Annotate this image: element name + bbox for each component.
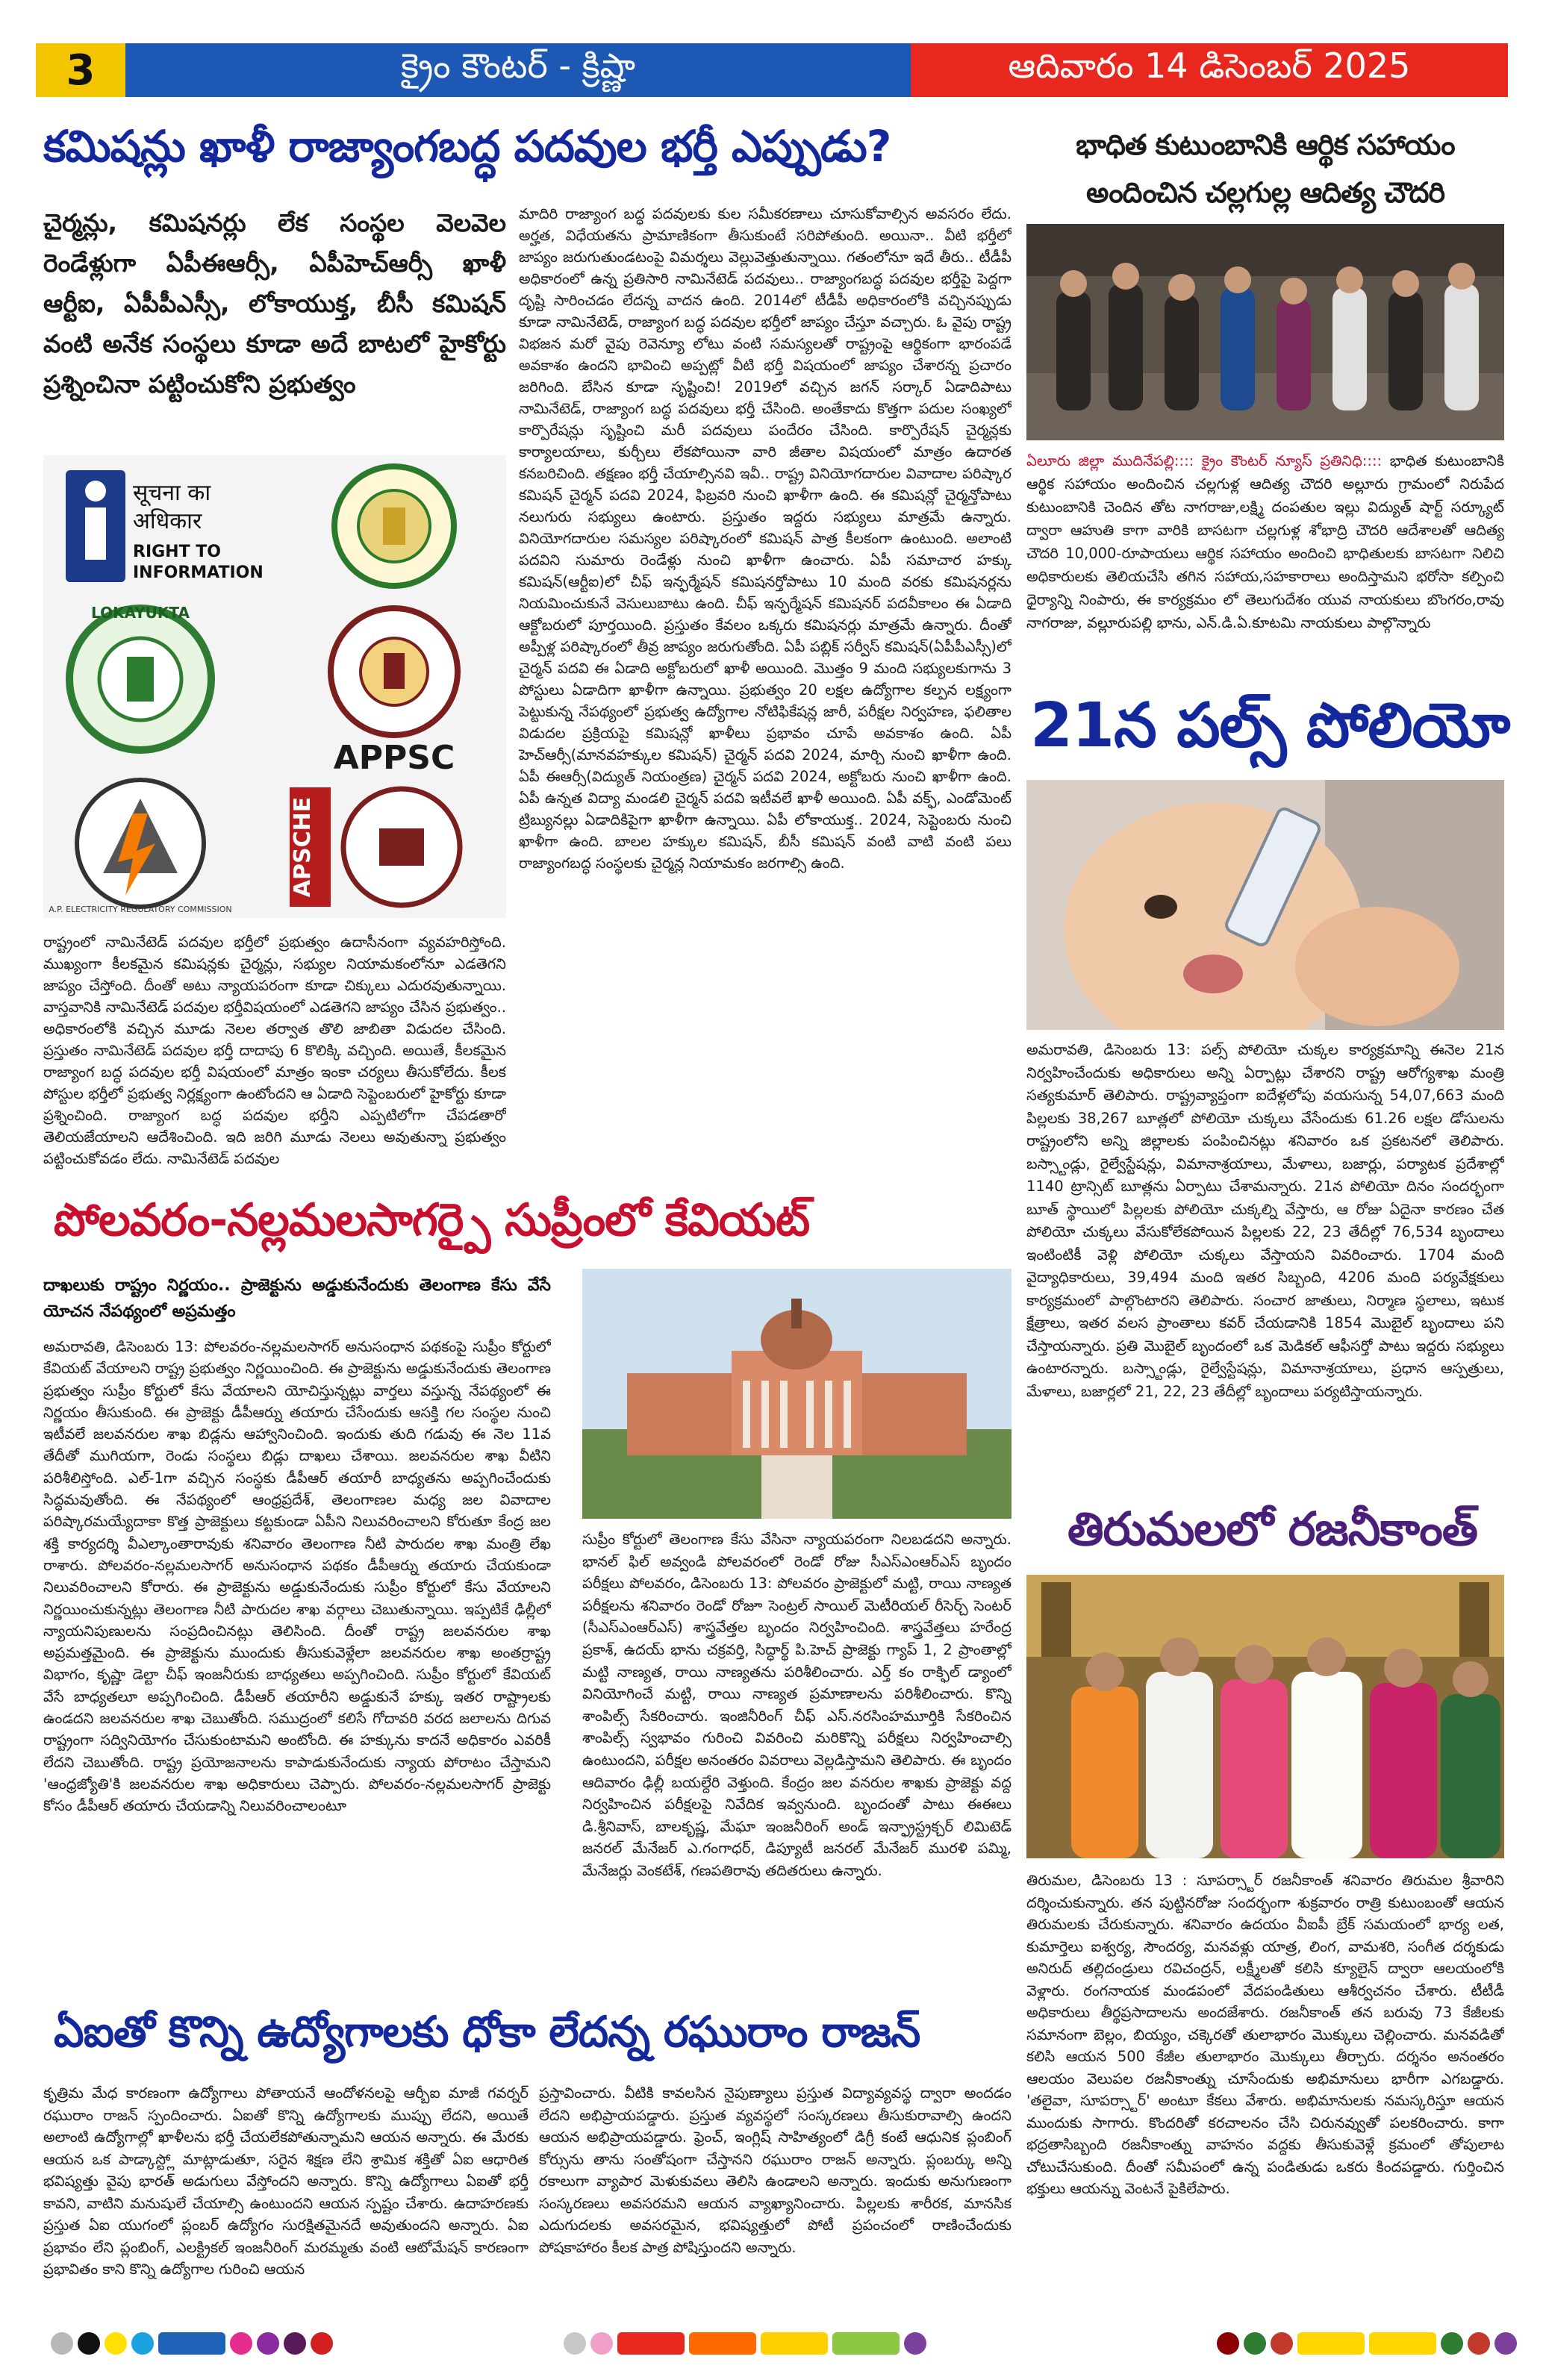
- headline-rajinikanth: తిరుమలలో రజనీకాంత్: [1067, 1502, 1477, 1556]
- body-polavaram-left: అమరావతి, డిసెంబరు 13: పోలవరం-నల్లమలసాగర్ అనుసంధాన పథకంపై సుప్రీం కోర్టులో కేవియట్ వేయాలని రాష్ట్ర ప్రభుత్వం నిర్ణయించింది. ఈ ప్రాజెక్టును అడ్డుకునేందుకు తెలంగాణ ప్రభుత్వం సుప్రీం కోర్టులో కేసు వేయాలని యోచిస్తున్నట్లు వార్తలు వస్తున్న నేపథ్యంలో ఈ నిర్ణయం తీసుకుంది. ఈ ప్రాజెక్టు డీపీఆర్ను తయారు చేసేందుకు ఆసక్తి గల సంస్థల నుంచి ఇటీవలే జలవనరుల శాఖ బిడ్లను ఆహ్వానించింది. ఇందుకు తుది గడువు ఈ నెల 11వ తేదీతో ముగియగా, రెండు సంస్థలు బిడ్లు దాఖలు చేశాయి. జలవనరుల శాఖ వీటిని పరిశీలిస్తోంది. ఎల్-1గా వచ్చిన సంస్థకు డీపీఆర్ తయారీ బాధ్యతను అప్పగించేందుకు సిద్ధమవుతోంది. ఈ నేపథ్యంలో ఆంధ్రప్రదేశ్, తెలంగాణల మధ్య జల వివాదాల పరిష్కారమయ్యేదాకా కొత్త ప్రాజెక్టులు కట్టకుండా ఏపీని నిలువరించాలని కోరుతూ కేంద్ర జల శక్తి కార్యదర్శి వీఎల్కాంతారావుకు శనివారం తెలంగాణ నీటి పారుదల శాఖ మంత్రి లేఖ రాశారు. పోలవరం-నల్లమలసాగర్ అనుసంధాన పథకం డీపీఆర్ను తయారు చేయకుండా నిలువరించాలని కోరారు. ఈ ప్రాజెక్టును అడ్డుకునేందుకు సుప్రీం కోర్టులో కేసు వేయాలని నిర్ణయించుకున్నట్లు తెలంగాణ నీటి పారుదల శాఖ వర్గాలు చెబుతున్నాయి. ఇప్పటికే ఢిల్లీలో న్యాయనిపుణులను సంప్రదించినట్లు తెలిసింది. దీంతో రాష్ట్ర జలవనరుల శాఖ అప్రమత్తమైంది. ఈ ప్రాజెక్టును ముందుకు తీసుకువెళ్లేలా జలవనరుల శాఖ అంతర్రాష్ట్ర విభాగం, కృష్ణా డెల్టా చీఫ్ ఇంజనీరుకు బాధ్యతలు అప్పగించింది. సుప్రీం కోర్టులో కేవియట్ వేసే బాధ్యతలూ అప్పగించింది. డీపీఆర్ తయారీని అడ్డుకునే హక్కు ఇతర రాష్ట్రాలకు ఉండదని జలవనరుల శాఖ చెబుతోంది. సముద్రంలో కలిసే గోదావరి వరద జలాలను దిగువ రాష్ట్రంగా సద్వినియోగం చేసుకుంటామని అంటోంది. ఈ హక్కును కాదనే అధికారం ఎవరికీ లేదని చెబుతోంది. రాష్ట్ర ప్రయోజనాలను కాపాడుకునేందుకు న్యాయ పోరాటం చేస్తామని 'ఆంధ్రజ్యోతి'కి జలవనరుల శాఖ అధికారులు చెప్పారు. పోలవరం-నల్లమలసాగర్ ప్రాజెక్టు కోసం డీపీఆర్ తయారు చేయడాన్ని నిలువరించాలంటూ: [43, 1338, 551, 1815]
- headline-polavaram: పోలవరం-నల్లమలసాగర్పై సుప్రీంలో కేవియట్: [54, 1194, 810, 1246]
- color-swatch: [78, 2332, 100, 2355]
- footer-colors-right: [1217, 2332, 1521, 2355]
- color-swatch: [1217, 2332, 1239, 2355]
- color-swatch: [590, 2332, 613, 2355]
- appsc-label: APPSC: [333, 739, 455, 777]
- body-commissions-left: రాష్ట్రంలో నామినేటెడ్ పదవుల భర్తీలో ప్రభుత్వం ఉదాసీనంగా వ్యవహరిస్తోంది. ముఖ్యంగా కీలకమైన కమిషన్లకు చైర్మన్లు, సభ్యుల నియామకంలోనూ ఎడతెగని జాప్యం చేస్తోంది. దీంతో అటు న్యాయపరంగా కూడా చిక్కులు ఎదురవుతున్నాయి. వాస్తవానికి నామినేటెడ్ పదవుల భర్తీవిషయంలో ఎడతెగని జాప్యం చేసిన ప్రభుత్వం.. అధికారంలోకి వచ్చిన మూడు నెలల తర్వాత తొలి జాబితా విడుదల చేసింది. ప్రస్తుతం నామినేటెడ్ పదవుల భర్తీ దాదాపు 6 కొలిక్కి వచ్చింది. అయితే, కీలకమైన రాజ్యాంగ బద్ధ పదవుల భర్తీ విషయంలో మాత్రం ఇంకా చర్యలు తీసుకోలేదు. కీలక పోస్టుల భర్తీలో ప్రభుత్వ నిర్లక్ష్యంగా ఉంటోందని ఆ ఏడాది సెప్టెంబరులో హైకోర్టు కూడా ప్రశ్నించింది. రాజ్యాంగ బద్ధ పదవుల భర్తీని ఎప్పటిలోగా చేపడతారో తెలియజేయాలని ఆదేశించింది. ఇది జరిగి మూడు నెలలు అవుతున్నా ప్రభుత్వం పట్టించుకోవడం లేదు. నామినేటెడ్ పదవుల: [43, 934, 506, 1167]
- color-swatch: [284, 2332, 306, 2355]
- issue-date: ఆదివారం 14 డిసెంబర్ 2025: [911, 43, 1508, 97]
- body-rajan-right: ప్రస్తావించారు. వీటికి కావలసిన నైపుణ్యాలు ప్రస్తుత విద్యావ్యవస్థ ద్వారా అందడం లేదని అభిప్రాయపడ్డారు. ప్రస్తుత వ్యవస్థలో సంస్కరణలు తీసుకురావాల్సి ఉందని ఆయన అభిప్రాయపడ్డారు. ఫ్రెంచ్, ఇంగ్లిష్ సాహిత్యంలో డిగ్రీ కంటే ఆధునిక ప్లంబింగ్ కోర్సును తాను సంతోషంగా చేస్తానని రఘురాం రాజన్ అన్నారు. ప్లంబర్కు అన్ని రకాలుగా వ్యాపార మెళుకువలు తెలిసి ఉండాలని అన్నారు. ఇందుకు అనుగుణంగా సంస్కరణలు అవసరమని ఆయన వ్యాఖ్యానించారు. పిల్లలకు శారీరక, మానసిక ఎదుగుదలకు అవసరమైన, భవిష్యత్తులో పోటీ ప్రపంచంలో రాణించేందుకు పోషకాహారం కీలక పాత్ర పోషిస్తుందని అన్నారు.: [539, 2084, 1011, 2256]
- rajinikanth-photo: [1026, 1575, 1504, 1858]
- headline-rajan: ఏఐతో కొన్ని ఉద్యోగాలకు ధోకా లేదన్న రఘురాం రాజన్: [54, 2008, 920, 2057]
- color-swatch: [1297, 2332, 1365, 2355]
- body-polio: అమరావతి, డిసెంబరు 13: పల్స్ పోలియో చుక్కల కార్యక్రమాన్ని ఈనెల 21న నిర్వహించేందుకు అధికారులు అన్ని ఏర్పాట్లు చేశారని రాష్ట్ర ఆరోగ్యశాఖ మంత్రి సత్యకుమార్ తెలిపారు. రాష్ట్రవ్యాప్తంగా ఐదేళ్లలోపు వయసున్న 54,07,663 మంది పిల్లలకు 38,267 బూత్లలో పోలియో చుక్కలు వేసేందుకు 61.26 లక్షల డోసులను రాష్ట్రంలోని అన్ని జిల్లాలకు పంపించినట్లు శనివారం ఒక ప్రకటనలో తెలిపారు. బస్స్టాండ్లు, రైల్వేస్టేషన్లు, విమానాశ్రయాలు, మేళాలు, బజార్లు, పర్యాటక ప్రదేశాల్లో 1140 ట్రాన్సిట్ బూత్లను ఏర్పాటు చేశామన్నారు. 21న పోలియో దినం సందర్భంగా బూత్ స్థాయిలో పిల్లలకు పోలియో చుక్కల్ని వేస్తారు, ఆ రోజు ఏదైనా కారణం చేత పోలియో చుక్కలు వేసుకోలేకపోయిన పిల్లలకు 22, 23 తేదీల్లో 76,534 బృందాలు ఇంటింటికీ వెళ్లి పోలియో చుక్కలు వేస్తాయని వివరించారు. 1704 మంది వైద్యాధికారులు, 39,494 మంది ఇతర సిబ్బంది, 4206 మంది పర్యవేక్షకులు కార్యక్రమంలో పాల్గొంటారని తెలిపారు. సంచార జాతులు, నిర్మాణ స్థలాలు, ఇటుక క్షేత్రాలు, ఇతర వలస ప్రాంతాలు కవర్ చేయడానికి 1854 మొబైల్ బృందాలు పని చేస్తాయన్నారు. ప్రతి మొబైల్ బృందంలో ఒక మెడికల్ ఆఫీసర్తో పాటు ఇద్దరు సభ్యులు ఉంటారన్నారు. బస్స్టాండ్లు, రైల్వేస్టేషన్లు, విమానాశ్రయాలు, ప్రధాన ఆస్పత్రులు, మేళాలు, బజార్లలో 21, 22, 23 తేదీల్లో బృందాలు పర్యటిస్తాయన్నారు.: [1026, 1041, 1504, 1400]
- color-swatch: [761, 2332, 828, 2355]
- color-swatch: [1244, 2332, 1266, 2355]
- assistance-photo: [1026, 224, 1504, 440]
- color-swatch: [230, 2332, 252, 2355]
- footer-colors-left: [51, 2332, 337, 2355]
- headline-polio: 21న పల్స్ పోలియో: [1030, 690, 1510, 761]
- polio-photo: [1026, 780, 1504, 1030]
- color-swatch: [1369, 2332, 1436, 2355]
- headline-assistance: భాధిత కుటుంబానికి ఆర్థిక సహాయం అందించిన చల్లగుల్ల ఆదిత్య చౌదరి: [1076, 128, 1455, 209]
- supreme-court-photo: [582, 1269, 1011, 1519]
- color-swatch: [51, 2332, 73, 2355]
- body-commissions-mid: మాదిరి రాజ్యాంగ బద్ధ పదవులకు కుల సమీకరణాలు చూసుకోవాల్సిన అవసరం లేదు. అర్హత, విధేయతను ప్రామాణికంగా తీసుకుంటే సరిపోతుంది. అయినా.. వీటి భర్తీలో జాప్యం జరుగుతుండటంపై విమర్శలు వెల్లువెత్తుతున్నాయి. గతంలోనూ ఇదే తీరు.. టీడీపీ అధికారంలో ఉన్న ప్రతిసారి నామినేటెడ్ పదవులు.. రాజ్యాంగబద్ధ పదవుల భర్తీపై పెద్దగా దృష్టి సారించడం లేదన్న వాదన ఉంది. 2014లో టీడీపీ అధికారంలోకి వచ్చినప్పుడు కూడా నామినేటెడ్, రాజ్యాంగ బద్ధ పదవుల భర్తీలో జాప్యం చేస్తూ వచ్చారు. ఓ వైపు రాష్ట్ర విభజన మరో వైపు రెవెన్యూ లోటు వంటి సమస్యలతో రాష్ట్రంపై ఆర్థికంగా భారంపడే అవకాశం ఉందని భావించి అప్పట్లో వీటి భర్తీ విషయంలో జాప్యం చేశారన్న ప్రచారం జరిగింది. బేసిన కూడా సృష్టించి! 2019లో వచ్చిన జగన్ సర్కార్ ఏడాదిపాటు నామినేటెడ్, రాజ్యాంగ బద్ధ పదవులు భర్తీ చేసింది. అంతేకాదు కొత్తగా పదుల సంఖ్యలో కార్పొరేషన్లు సృష్టించి మరీ పదవులు పందేరం చేసింది. కార్పొరేషన్ చైర్మన్లకు కార్యాలయాలు, కుర్చీలు లేకపోయినా వారి జీతాల విషయంలో మాత్రం ఉదారత కనబరిచింది. తక్షణం భర్తీ చేయాల్సినవి ఇవీ.. రాష్ట్ర వినియోగదారుల వివాదాల పరిష్కార కమిషన్ చైర్మన్ పదవి 2024, ఫిబ్రవరి నుంచి ఖాళీగా ఉంది. ఈ కమిషన్లో చైర్మన్తోపాటు నలుగురు సభ్యులు ఉంటారు. ప్రస్తుతం ఇద్దరు సభ్యులు మాత్రమే ఉన్నారు. వినియోగదారుల సమస్యల పరిష్కారంలో కమిషన్ పాత్ర కీలకంగా ఉంటుంది. అలాంటి పదవిని సుమారు రెండేళ్లు నుంచి ఖాళీగా ఉంచారు. ఏపీ సమాచార హక్కు కమిషన్(ఆర్టీఐ)లో చీఫ్ ఇన్ఫర్మేషన్ కమిషనర్తోపాటు 10 మంది వరకు కమిషనర్లను నియమించుకునే వెసులుబాటు ఉంది. చీఫ్ ఇన్ఫర్మేషన్ కమిషనర్ పదవీకాలం ఈ ఏడాది ఆక్టోబరులో పూర్తయింది. ప్రస్తుతం కేవలం ఒక్కరు కమిషనర్లు మాత్రమే ఉన్నారు. దీంతో అప్పీళ్ల పరిష్కారంలో తీవ్ర జాప్యం జరుగుతోంది. ఏపీ పబ్లిక్ సర్వీస్ కమిషన్(ఏపీపీఎస్సీ)లో చైర్మన్ పదవి ఈ ఏడాది అక్టోబరులో ఖాళీ అయింది. మొత్తం 9 మంది సభ్యులకుగాను 3 పోస్టులు ఏడాదిగా ఖాళీగా ఉన్నాయి. ప్రభుత్వం 20 లక్షల ఉద్యోగాల కల్పన లక్ష్యంగా పెట్టుకున్న నేపథ్యంలో ప్రభుత్వ ఉద్యోగాల నోటిఫికేషన్ల జారీ, పరీక్షల నిర్వహణ, ఫలితాల విడుదల ప్రక్రియపై కమిషన్లో ఖాళీలు ప్రభావం చూపే అవకాశం ఉంది. ఏపీ హెచ్ఆర్సీ(మానవహక్కుల కమిషన్) చైర్మన్ పదవి 2024, మార్చి నుంచి ఖాళీగా ఉంది. ఏపీ ఈఆర్సీ(విద్యుత్ నియంత్రణ) చైర్మన్ పదవి 2024, అక్టోబరు నుంచి ఖాళీగా ఉంది. ఏపీ ఉన్నత విద్యా మండలి చైర్మన్ పదవి ఇటీవలే ఖాళీ అయింది. ఏపీ వక్ఫ్, ఎండోమెంట్ ట్రిబ్యునల్లు ఏడాదికిపైగా ఖాళీగా ఉన్నాయి. ఏపీ లోకాయుక్త.. 2024, సెప్టెంబరు నుంచి ఖాళీగా ఉంది. బాలల హక్కుల కమిషన్, బీసీ కమిషన్ వంటి వాటి వంటి పలు రాజ్యాంగబద్ధ సంస్థలకు చైర్మన్ల నియామకం జరగాల్సి ఉంది.: [519, 205, 1011, 872]
- body-rajinikanth: తిరుమల, డిసెంబరు 13 : సూపర్స్టార్ రజనీకాంత్ శనివారం తిరుమల శ్రీవారిని దర్శించుకున్నారు. తన పుట్టినరోజు సందర్భంగా శుక్రవారం రాత్రి కుటుంబంతో ఆయన తిరుమలకు చేరుకున్నారు. శనివారం ఉదయం వీఐపీ బ్రేక్ సమయంలో భార్య లత, కుమార్తెలు ఐశ్వర్య, సౌందర్య, మనవళ్లు యాత్ర, లింగ, వామశరి, సంగీత దర్శకుడు అనిరుద్ తల్లిదండ్రులు రవిచంద్రన్, లక్ష్మీలతో కలిసి క్యూలైన్ ద్వారా ఆలయంలోకి వెళ్లారు. రంగనాయక మండపంలో వేదపండితులు ఆశీర్వచనం చేశారు. టీటీడీ అధికారులు తీర్థప్రసాదాలను అందజేశారు. రజనీకాంత్ తన బరువు 73 కేజీలకు సమానంగా బెల్లం, బియ్యం, చక్కెరతో తులాభారం మొక్కులు చెల్లించారు. మనవడితో కలిసి ఆయన 500 కేజీల తులాభారం మొక్కులు తీర్చారు. దర్శనం అనంతరం ఆలయం వెలుపల రజనీకాంత్ను చూసేందుకు అభిమానులు భారీగా ఎగబడ్డారు. 'తలైవా, సూపర్స్టార్' అంటూ కేకలు వేశారు. అభిమానులకు నమస్కరిస్తూ ఆయన ముందుకు సాగారు. కొందరితో కరచాలనం చేసి చిరునవ్వుతో పలకరించారు. కాగా భద్రతాసిబ్బంది రజనీకాంత్ను వాహనం వద్దకు తీసుకువెళ్లే క్రమంలో తోపులాట చోటుచేసుకుంది. దీంతో సమీపంలో ఉన్న పండితుడు ఒకరు కిందపడ్డారు. గుర్తించిన భక్తులు ఆయన్ను వెంటనే పైకిలేపారు.: [1026, 1872, 1504, 2197]
- color-swatch: [1494, 2332, 1517, 2355]
- headline-commissions: కమిషన్లు ఖాళీ రాజ్యాంగబద్ధ పదవుల భర్తీ ఎప్పుడు?: [43, 121, 891, 172]
- color-swatch: [311, 2332, 333, 2355]
- lead-commissions: చైర్మన్లు, కమిషనర్లు లేక సంస్థల వెలవెల రెండేళ్లుగా ఏపీఈఆర్సీ, ఏపీహెచ్ఆర్సీ ఖాళీ ఆర్టీఐ, ఏపీపీఎస్సీ, లోకాయుక్త, బీసీ కమిషన్ వంటి అనేక సంస్థలు కూడా అదే బాటలో హైకోర్టు ప్రశ్నించినా పట్టించుకోని ప్రభుత్వం: [43, 208, 506, 399]
- rti-line3: RIGHT TO: [133, 543, 221, 561]
- section-title: క్రైం కౌంటర్ - క్రిష్ణా: [125, 43, 911, 97]
- lokayukta-emblem-icon: [69, 604, 211, 750]
- body-polavaram-right: సుప్రీం కోర్టులో తెలంగాణ కేసు వేసినా న్యాయపరంగా నిలబడదని అన్నారు. భానల్ ఫిల్ అవ్వండి పోలవరంలో రెండో రోజు సీఎస్ఎంఆర్ఎస్ బృందం పరీక్షలు పోలవరం, డిసెంబరు 13: పోలవరం ప్రాజెక్టులో మట్టి, రాయి నాణ్యత పరీక్షలను శనివారం రెండో రోజూ సెంట్రల్ సాయిల్ మెటీరియల్ రీసెర్చ్ సెంటర్ (సీఎస్ఎంఆర్ఎస్) శాస్త్రవేత్తల బృందం నిర్వహించింది. శాస్త్రవేత్తలు హరేంద్ర ప్రకాశ్, ఉదయ్ భాను చక్రవర్తి, సిద్ధార్థ్ పి.హెచ్ ప్రాజెక్టు గ్యాప్ 1, 2 ప్రాంతాల్లో మట్టి నాణ్యత, రాయి నాణ్యతను పరిశీలించారు. ఎర్త్ కం రాక్ఫిల్ డ్యాంలో వినియోగించే మట్టి, రాయి నాణ్యత ప్రమాణాలను పరిశీలించారు. కొన్ని శాంపిల్స్ సేకరించారు. ఇంజినీరింగ్ చీఫ్ ఎస్.నరసింహమూర్తికి సేకరించిన శాంపిల్స్ స్వభావం గురించి వివరించి మరికొన్ని పరీక్షలు నిర్వహించాల్సి ఉంటుందని, పరీక్షల అనంతరం వివరాలు వెల్లడిస్తామని తెలిపారు. ఈ బృందం ఆదివారం ఢిల్లీ బయల్దేరి వెళ్తుంది. కేంద్రం జల వనరుల శాఖకు ప్రాజెక్టు వద్ద నిర్వహించిన పరీక్షలపై నివేదిక ఇవ్వనుంది. బృందంతో పాటు ఈఈలు డి.శ్రీనివాస్, బాలకృష్ణ, మేఘా ఇంజనీరింగ్ అండ్ ఇన్ఫ్రాస్ట్రక్చర్ లిమిటెడ్ జనరల్ మేనేజర్ ఎ.గంగాధర్, డిప్యూటీ జనరల్ మేనేజర్ మురళి పమ్మి, మేనేజర్లు వెంకటేశ్, గణపతిరావు తదితరులు ఉన్నారు.: [582, 1531, 1011, 1879]
- footer-colors-mid: [564, 2332, 931, 2355]
- subhead-polavaram: దాఖలుకు రాష్ట్రం నిర్ణయం.. ప్రాజెక్టును అడ్డుకునేందుకు తెలంగాణ కేసు వేసే యోచన నేపథ్యంలో అప్రమత్తం: [43, 1276, 551, 1321]
- color-swatch: [158, 2332, 225, 2355]
- rti-line2: अधिकार: [133, 508, 202, 534]
- color-swatch: [617, 2332, 685, 2355]
- body-assistance-text: భాధిత కుటుంబానికి ఆర్థిక సహాయం అందించిన చల్లగుళ్ల ఆదిత్య చౌదరి అల్లూరు గ్రామంలో నిరుపేద కుటుంబానికి చెందిన తోట నాగరాజు,లక్ష్మి దంపతుల ఇల్లు విద్యుత్ షార్ట్ సర్క్యూట్ ద్వారా ఆహుతి కాగా వారికి బాసటగా చల్లగుళ్ల శోభాద్రి చౌదరి ఆదేశాలతో ఆదిత్య చౌదరి 10,000-రూపాయలు ఆర్థిక సహాయం అందించి భాధితులకు బాసటగా నిలిచి అధికారులకు తెలియచేసి తగిన సహాయ,సహకారాలు అందిస్తామని భరోసా కల్పించి ధైర్యాన్ని నింపారు, ఈ కార్యక్రమం లో తెలుగుదేశం యువ నాయకులు బొంగరం,రావు నాగరాజు, వల్లూరుపల్లి భాను, ఎన్.డి.ఏ.కూటమి నాయకులు పాల్గొన్నారు: [1026, 452, 1504, 631]
- color-swatch: [1441, 2332, 1463, 2355]
- rti-line1: सूचना का: [133, 480, 211, 506]
- color-swatch: [131, 2332, 154, 2355]
- color-swatch: [105, 2332, 127, 2355]
- aperc-label: A.P. ELECTRICITY REGULATORY COMMISSION: [49, 905, 232, 914]
- body-assistance: [1026, 449, 1504, 681]
- body-rajan-left: కృత్రిమ మేధ కారణంగా ఉద్యోగాలు పోతాయనే ఆందోళనలపై ఆర్బీఐ మాజీ గవర్నర్ రఘురాం రాజన్ స్పందించారు. ఏఐతో కొన్ని ఉద్యోగాలకు ముప్పు లేదని, అయితే అలాంటి ఉద్యోగాల్లో ఖాళీలను భర్తీ చేయలేకపోతున్నామని ఆయన అన్నారు. ఈ మేరకు ఆయన ఒక పాడ్కాస్ట్లో మాట్లాడుతూ, సరైన శిక్షణ లేని శ్రామిక శక్తితో ఏఐ ఆధారిత భవిష్యత్తు వైపు భారత్ అడుగులు వేస్తోందని అన్నారు. కొన్ని ఉద్యోగాలు ఏఐతో భర్తీ కావని, వాటిని మనుషులే చేయాల్సి ఉంటుందని ఆయన స్పష్టం చేశారు. ఉదాహరణకు ప్రస్తుత ఏఐ యుగంలో ప్లంబర్ ఉద్యోగం సురక్షితమైనదే అవుతుందని అన్నారు. ఏఐ ప్రభావం లేని ప్లంబింగ్, ఎలక్ట్రికల్ ఇంజనీరింగ్ మరమ్మతు వంటి ఆటోమేషన్ కారణంగా ప్రభావితం కాని కొన్ని ఉద్యోగాల గురించి ఆయన: [43, 2084, 529, 2278]
- page-number: 3: [36, 43, 125, 97]
- dateline-assistance: ఏలూరు జిల్లా ముదినేపల్లి:::: క్రైం కౌంటర్ న్యూస్ ప్రతినిధి::::: [1026, 452, 1383, 469]
- hrc-emblem-icon: [334, 466, 454, 586]
- color-swatch: [564, 2332, 586, 2355]
- color-swatch: [257, 2332, 279, 2355]
- color-swatch: [904, 2332, 926, 2355]
- apsche-label: APSCHE: [290, 796, 316, 898]
- color-swatch: [689, 2332, 756, 2355]
- apsche-emblem-icon: [290, 787, 460, 907]
- lokayukta-label: LOKAYUKTA: [91, 604, 190, 622]
- rti-line4: INFORMATION: [133, 563, 264, 582]
- color-swatch: [1468, 2332, 1490, 2355]
- commission-logos-panel: [43, 455, 506, 918]
- appsc-emblem-icon: [331, 608, 458, 777]
- color-swatch: [832, 2332, 900, 2355]
- color-swatch: [1271, 2332, 1293, 2355]
